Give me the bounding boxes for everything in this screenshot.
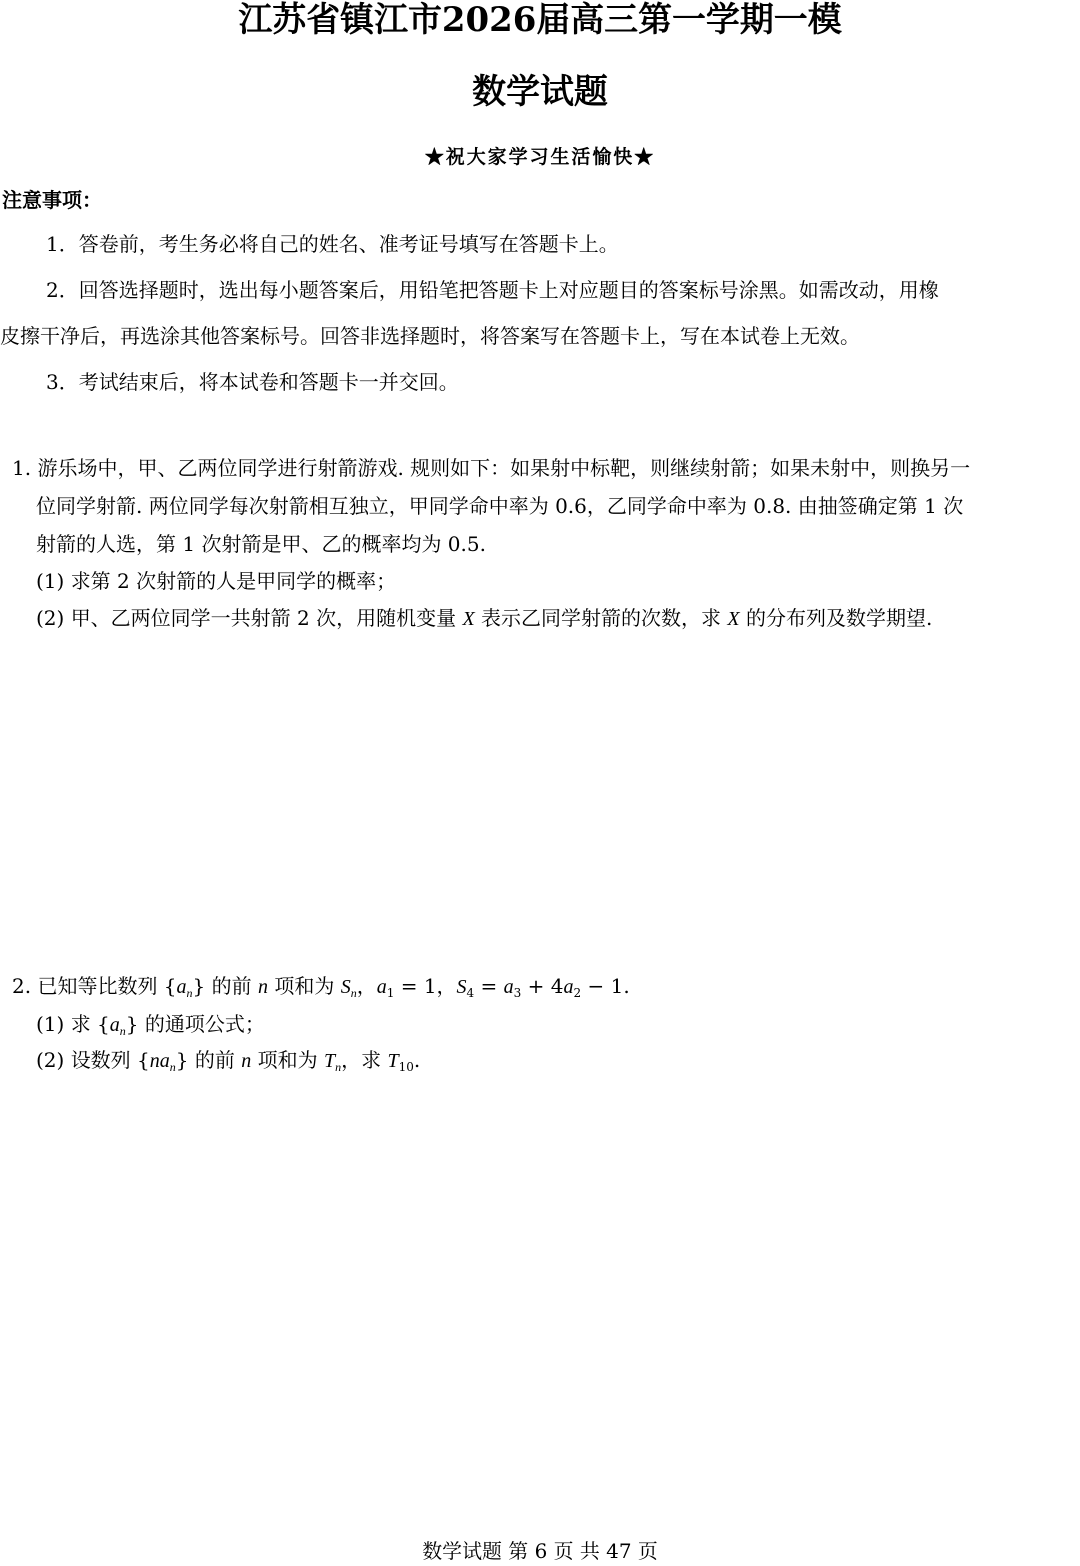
notice-item-2-cont: 皮擦干净后，再选涂其他答案标号。回答非选择题时，将答案写在答题卡上，写在本试卷上无效。 (0, 324, 860, 348)
q1-line-3: 射箭的人选，第 1 次射箭是甲、乙的概率均为 0.5. (36, 532, 486, 556)
q2-part-2: (2) 设数列 $\{na_n\}$ 的前 n 项和为 $T_n$，求 $T_{10}$. (36, 1048, 421, 1074)
exam-title: 江苏省镇江市2026届高三第一学期一模 (238, 0, 842, 40)
notice-item-2: 2．回答选择题时，选出每小题答案后，用铅笔把答题卡上对应题目的答案标号涂黑。如需改动，用橡 (46, 278, 939, 302)
q1-part-1: (1) 求第 2 次射箭的人是甲同学的概率； (36, 569, 397, 593)
q2-part-1: (1) 求 $\{a_n\}$ 的通项公式； (36, 1012, 265, 1038)
notice-item-3: 3．考试结束后，将本试卷和答题卡一并交回。 (46, 370, 459, 394)
q2-stem: 2. 已知等比数列 $\{a_n\}$ 的前 n 项和为 $S_n$，$a_1 = 1$，$S_4 = a_3 + 4a_2 - 1$. (12, 974, 630, 1000)
q1-part-2: (2) 甲、乙两位同学一共射箭 2 次，用随机变量 X 表示乙同学射箭的次数，求 X 的分布列及数学期望. (36, 606, 933, 630)
notice-item-1: 1．答卷前，考生务必将自己的姓名、准考证号填写在答题卡上。 (46, 232, 619, 256)
q1-line-1: 1. 游乐场中，甲、乙两位同学进行射箭游戏. 规则如下：如果射中标靶，则继续射箭；如果未射中，则换另一 (12, 456, 971, 480)
exam-subtitle: 数学试题 (472, 72, 608, 112)
q1-line-2: 位同学射箭. 两位同学每次射箭相互独立，甲同学命中率为 0.6，乙同学命中率为 0.8. 由抽签确定第 1 次 (36, 494, 964, 518)
page-footer: 数学试题 第 6 页 共 47 页 (422, 1539, 658, 1563)
motto: ★祝大家学习生活愉快★ (424, 146, 656, 168)
notice-heading: 注意事项： (2, 188, 102, 212)
